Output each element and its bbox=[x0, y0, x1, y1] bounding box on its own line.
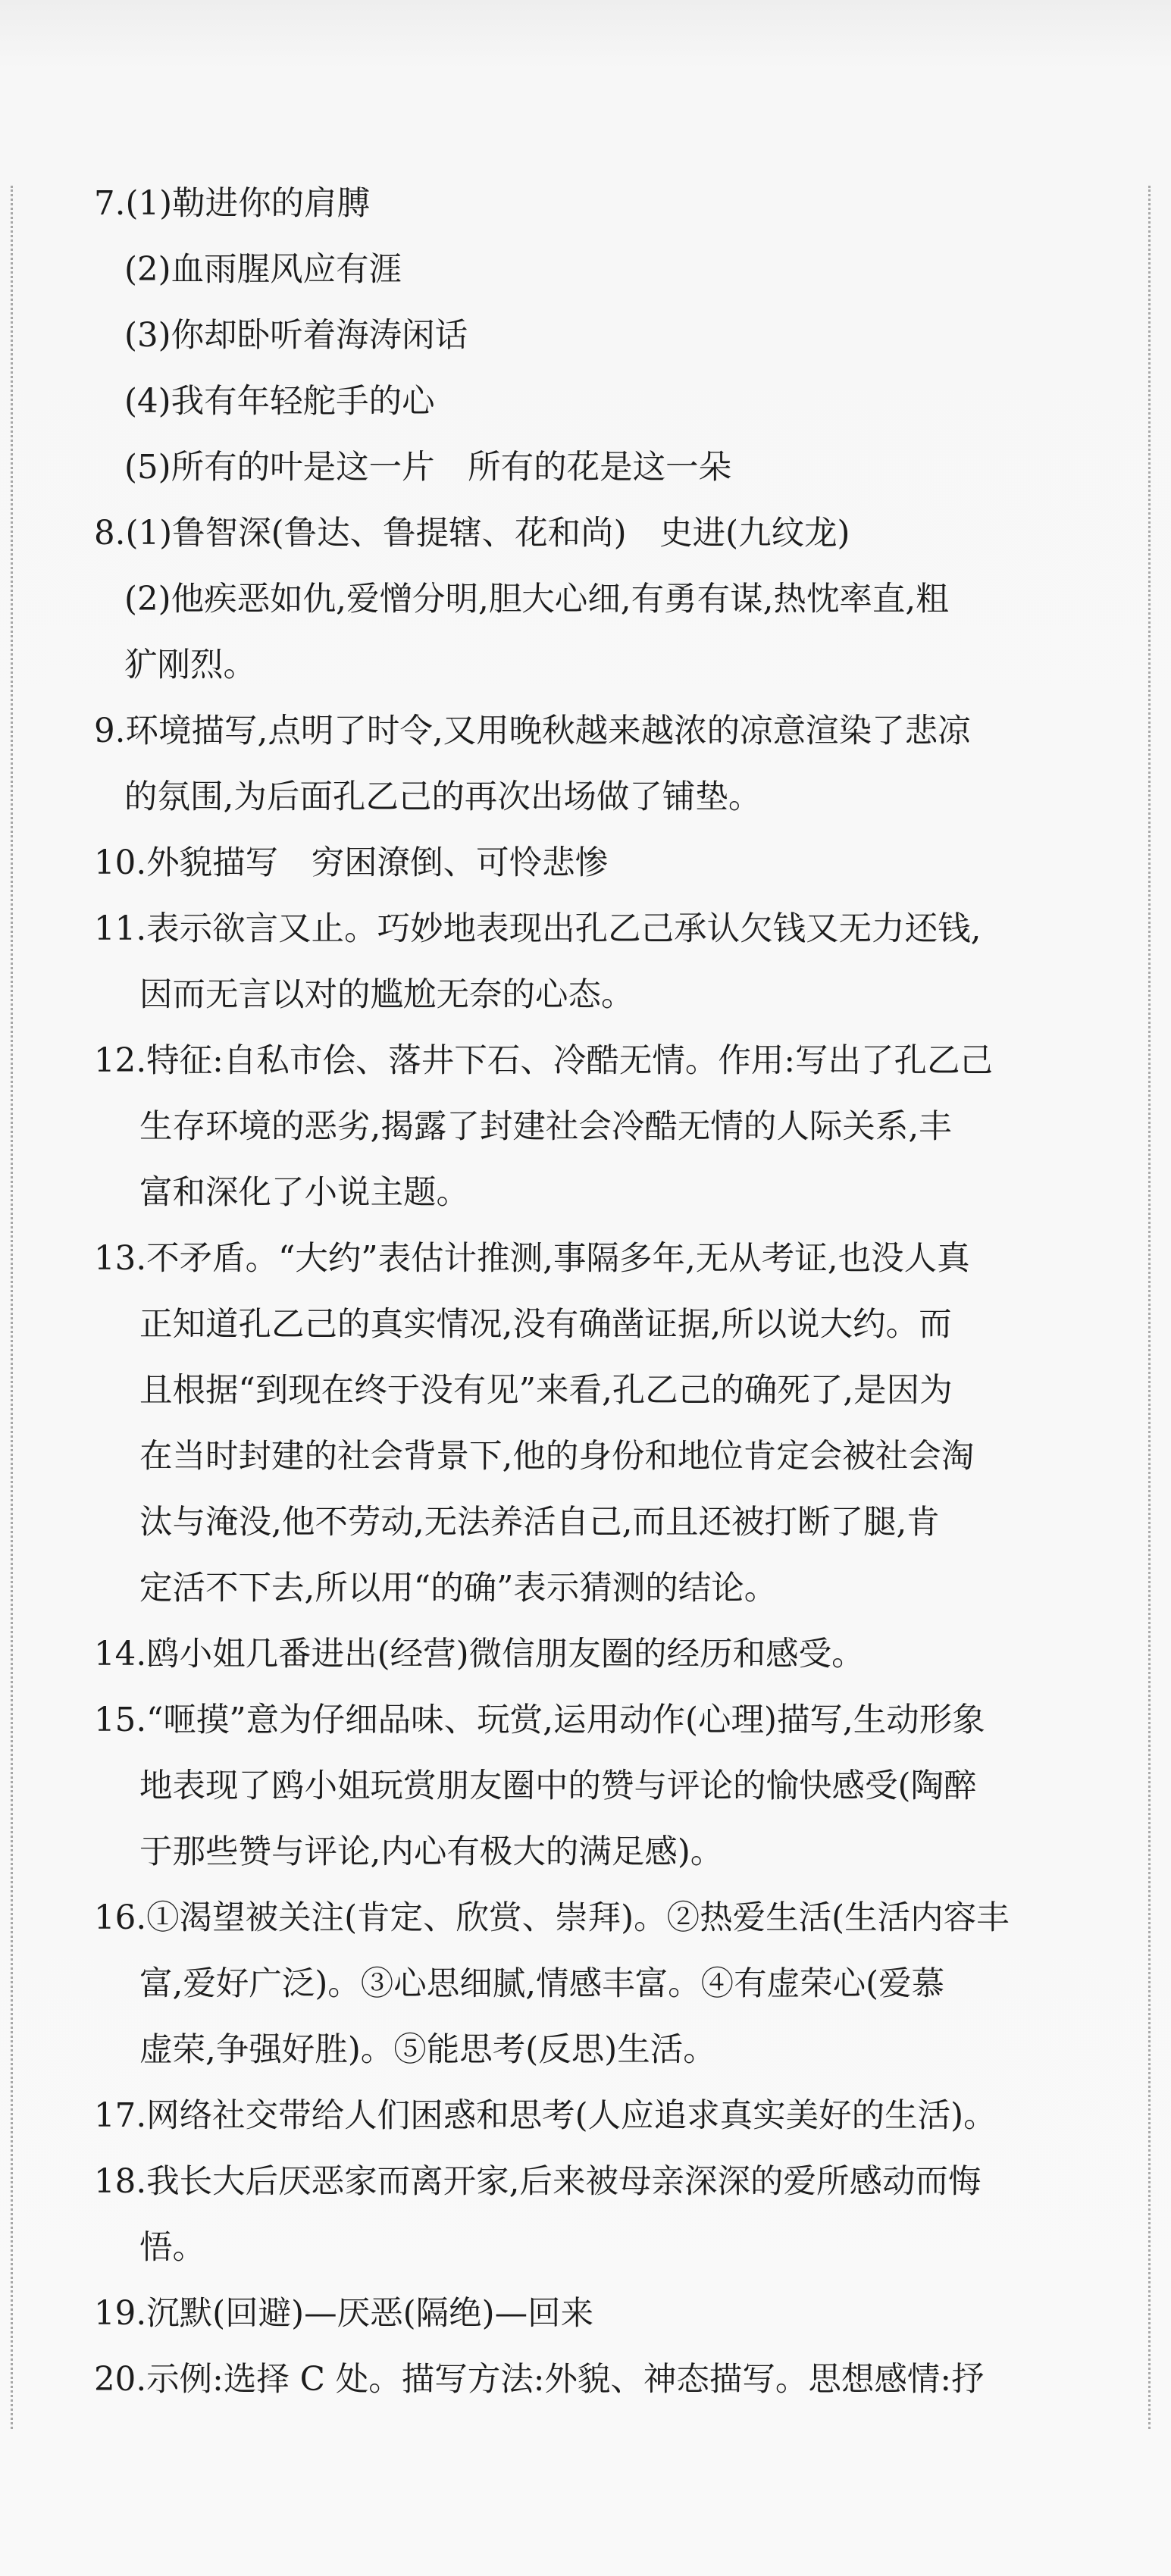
answer-line: 19.沉默(回避)—厌恶(隔绝)—回来 bbox=[94, 2295, 594, 2333]
answer-line: (5)所有的叶是这一片 所有的花是这一朵 bbox=[124, 449, 732, 487]
answer-line: 7.(1)勒进你的肩膊 bbox=[94, 185, 371, 223]
answer-line: 虚荣,争强好胜)。⑤能思考(反思)生活。 bbox=[139, 2031, 716, 2069]
answer-line: 10.外貌描写 穷困潦倒、可怜悲惨 bbox=[94, 844, 609, 882]
answer-line: 14.鸥小姐几番进出(经营)微信朋友圈的经历和感受。 bbox=[94, 1635, 865, 1673]
answer-line: 正知道孔乙己的真实情况,没有确凿证据,所以说大约。而 bbox=[139, 1306, 952, 1344]
answer-line: 的氛围,为后面孔乙己的再次出场做了铺垫。 bbox=[124, 778, 762, 816]
answer-line: (3)你却卧听着海涛闲话 bbox=[124, 317, 468, 355]
answer-line: 11.表示欲言又止。巧妙地表现出孔乙己承认欠钱又无力还钱, bbox=[94, 910, 982, 948]
answer-line: 在当时封建的社会背景下,他的身份和地位肯定会被社会淘 bbox=[139, 1438, 975, 1476]
answer-line: 富和深化了小说主题。 bbox=[139, 1174, 469, 1212]
answer-line: (4)我有年轻舵手的心 bbox=[124, 383, 435, 421]
answer-line: 20.示例:选择 C 处。描写方法:外貌、神态描写。思想感情:抒 bbox=[94, 2361, 985, 2399]
answer-line: 悟。 bbox=[139, 2229, 205, 2267]
answer-line: 17.网络社交带给人们困惑和思考(人应追求真实美好的生活)。 bbox=[94, 2097, 997, 2135]
answer-line: 18.我长大后厌恶家而离开家,后来被母亲深深的爱所感动而悔 bbox=[94, 2163, 982, 2201]
right-margin-dotted-line bbox=[1148, 186, 1151, 2429]
answer-line: 15.“咂摸”意为仔细品味、玩赏,运用动作(心理)描写,生动形象 bbox=[94, 1701, 985, 1739]
answer-line: 16.①渴望被关注(肯定、欣赏、崇拜)。②热爱生活(生活内容丰 bbox=[94, 1899, 1010, 1937]
answer-line: 犷刚烈。 bbox=[124, 646, 256, 684]
answer-line: 12.特征:自私市侩、落井下石、冷酷无情。作用:写出了孔乙己 bbox=[94, 1042, 993, 1080]
answer-line: 且根据“到现在终于没有见”来看,孔乙己的确死了,是因为 bbox=[139, 1372, 953, 1410]
answer-line: 地表现了鸥小姐玩赏朋友圈中的赞与评论的愉快感受(陶醉 bbox=[139, 1767, 977, 1805]
answer-line: 富,爱好广泛)。③心思细腻,情感丰富。④有虚荣心(爱慕 bbox=[139, 1965, 945, 2003]
answer-line: 于那些赞与评论,内心有极大的满足感)。 bbox=[139, 1833, 724, 1871]
answer-line: 13.不矛盾。“大约”表估计推测,事隔多年,无从考证,也没人真 bbox=[94, 1240, 970, 1278]
answer-text-block bbox=[94, 171, 1079, 2413]
answer-line: 8.(1)鲁智深(鲁达、鲁提辖、花和尚) 史进(九纹龙) bbox=[94, 515, 850, 552]
answer-line: (2)他疾恶如仇,爱憎分明,胆大心细,有勇有谋,热忱率直,粗 bbox=[124, 581, 949, 618]
answer-line: 9.环境描写,点明了时令,又用晚秋越来越浓的凉意渲染了悲凉 bbox=[94, 712, 971, 750]
answer-line: 因而无言以对的尴尬无奈的心态。 bbox=[139, 976, 634, 1014]
answer-line: 汰与淹没,他不劳动,无法养活自己,而且还被打断了腿,肯 bbox=[139, 1504, 940, 1542]
answer-line: 定活不下去,所以用“的确”表示猜测的结论。 bbox=[139, 1570, 778, 1607]
answer-line: 生存环境的恶劣,揭露了封建社会冷酷无情的人际关系,丰 bbox=[139, 1108, 952, 1146]
left-margin-dotted-line bbox=[11, 186, 13, 2429]
answer-line: (2)血雨腥风应有涯 bbox=[124, 251, 402, 289]
